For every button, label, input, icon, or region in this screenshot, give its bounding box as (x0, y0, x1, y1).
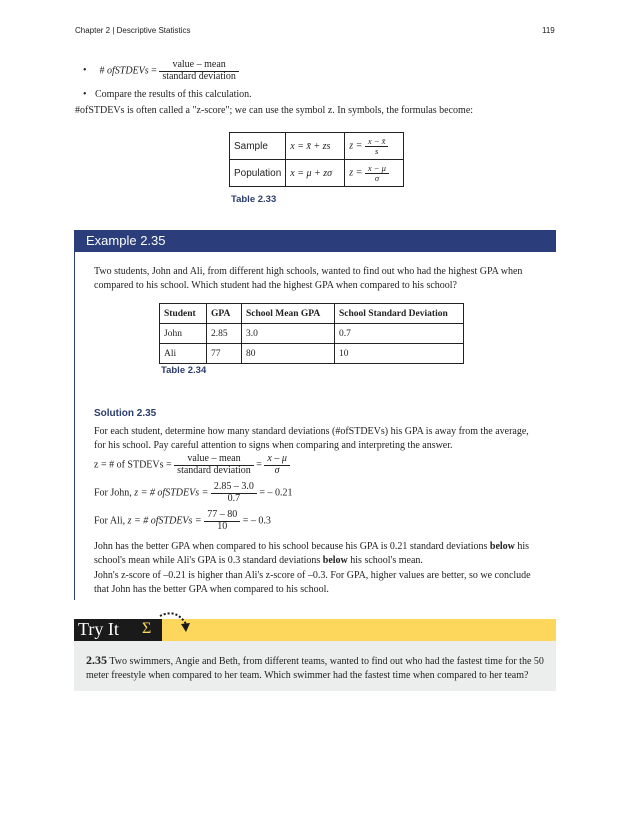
try-it-label-box (74, 619, 162, 641)
ofstdevs-symbol: ofSTDEVs (107, 65, 149, 77)
table-cell: 0.7 (335, 324, 464, 344)
table-cell: Ali (160, 344, 207, 364)
example-problem: Two students, John and Ali, from different high schools, wanted to find out who had the highest GPA when compared to his school. Which student had the highest GPA when compared to his school? (94, 266, 523, 291)
table-row (160, 344, 464, 364)
ali-calculation: For Ali, z = # ofSTDEVs = $\frac{77 - 80}{10}$ = – 0.3 (94, 509, 271, 532)
table-cell: Population (230, 160, 286, 187)
table-cell: x = μ + zσ (286, 160, 345, 187)
example-title: Example 2.35 (86, 233, 166, 248)
try-it-box (74, 641, 556, 691)
table-row (160, 324, 464, 344)
table-caption: Table 2.34 (161, 365, 207, 376)
table-cell: 10 (335, 344, 464, 364)
john-calculation: For John, z = # ofSTDEVs = $\frac{2.85 - 3.0}{0.7}$ = – 0.21 (94, 481, 293, 504)
column-header: School Mean GPA (242, 304, 335, 324)
bullet-formula: • # ofSTDEVs = $\frac{\text{value – mean}}{\text{standard deviation}}$ (83, 60, 239, 82)
bullet-compare: • Compare the results of this calculation. (83, 89, 252, 100)
try-it-problem: 2.35 Two swimmers, Angie and Beth, from different teams, wanted to find out who had the fastest time for the 50 meter freestyle when compared to her team. Which swimmer had the fastest time when compared to her team? (86, 653, 544, 681)
try-it-label: Try It (78, 619, 119, 639)
bullet-dot: • (83, 65, 87, 77)
dotted-arrow-icon (156, 610, 192, 638)
column-header: Student (160, 304, 207, 324)
column-header: School Standard Deviation (335, 304, 464, 324)
table-cell: 3.0 (242, 324, 335, 344)
table-cell: Sample (230, 133, 286, 160)
table-row (230, 160, 404, 187)
column-header: GPA (207, 304, 242, 324)
table-row (230, 133, 404, 160)
zscore-comparison-paragraph: John's z-score of –0.21 is higher than Ali's z-score of –0.3. For GPA, higher values are better, so we conclude that John has the better GPA when compared to his school. (94, 570, 531, 595)
table-cell: x = x̄ + zs (286, 133, 345, 160)
zscore-formula: z = # of STDEVs = $\frac{\text{value – mean}}{\text{standard deviation}}$ = $\frac{x - \mu}{\sigma}$ (94, 454, 290, 476)
example-left-rule (74, 252, 75, 600)
solution-text: For each student, determine how many standard deviations (#ofSTDEVs) his GPA is away from the average, for his school. Pay careful attention to signs when comparing and interpreting the answer. (94, 426, 529, 451)
solution-title: Solution 2.35 (94, 408, 157, 419)
table-cell: 77 (207, 344, 242, 364)
table-cell: John (160, 324, 207, 344)
table-cell: z = $\frac{x - x̄}{s}$ (345, 133, 404, 160)
gpa-table (159, 303, 464, 364)
table-cell: 80 (242, 344, 335, 364)
table-header-row (160, 304, 464, 324)
table-caption: Table 2.33 (231, 194, 277, 205)
table-cell: z = $\frac{x - \mu}{\sigma}$ (345, 160, 404, 187)
table-cell: 2.85 (207, 324, 242, 344)
page-number: 119 (542, 26, 555, 35)
example-banner (74, 230, 556, 252)
conclusion-paragraph: John has the better GPA when compared to his school because his GPA is 0.21 standard deviations below his school's mean while Ali's GPA is 0.3 standard deviations below his school's mean. (94, 541, 530, 566)
value-mean-fraction: $\frac{\text{value – mean}}{\text{standard deviation}}$ (159, 60, 239, 82)
intro-text: #ofSTDEVs is often called a "z-score"; we can use the symbol z. In symbols, the formulas become: (75, 105, 474, 116)
sigma-icon: Σ (142, 620, 152, 637)
formula-table (229, 132, 404, 187)
running-header: Chapter 2 | Descriptive Statistics (75, 26, 191, 35)
